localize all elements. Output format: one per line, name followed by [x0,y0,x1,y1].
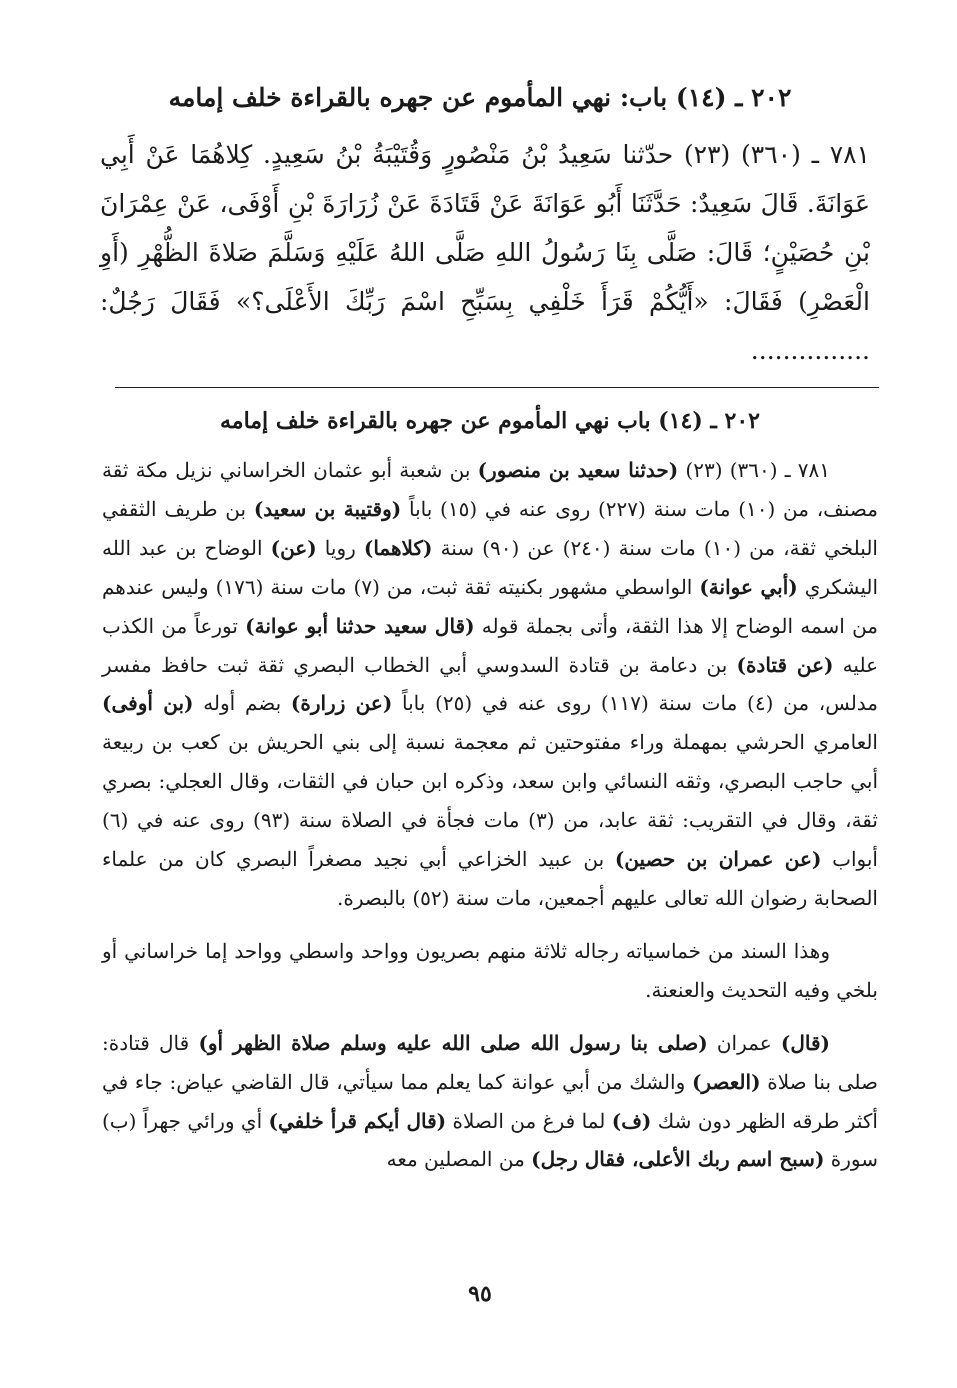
text-segment: أي ورائي جهراً (ب) سورة [102,1108,878,1172]
bold-quoted-text: (كلاهما) [363,535,433,560]
text-segment: لما فرغ من الصلاة [446,1108,612,1133]
commentary-paragraph-3 [102,1024,878,1180]
divider-line [115,387,879,388]
bold-quoted-text: (عن) [270,535,317,560]
text-segment: بضم أوله [193,691,291,716]
text-segment: من المصلين معه [386,1147,532,1172]
text-segment: بن دعامة بن قتادة السدوسي أبي الخطاب البصري ثقة ثبت حافظ مفسر مدلس، من (٤) مات سنة (١١٧) روى عنه في (٢٥) باباً [102,652,879,716]
text-segment: بن عبيد الخزاعي أبي نجيد مصغراً البصري كان من علماء الصحابة رضوان الله تعالى عليهم أجمعين، مات سنة (٥٢) بالبصرة. [102,847,878,910]
bold-quoted-text: (قال أيكم قرأ خلفي) [268,1108,447,1133]
hadith-text: ٧٨١ ـ (٣٦٠) (٢٣) حدّثنا سَعِيدُ بْنُ مَنْصُورٍ وَقُتَيْبَةُ بْنُ سَعِيدٍ. كِلاهُمَا عَنْ أَبِي عَوَانَةَ. قَالَ سَعِيدٌ: حَدَّثَنَا أَبُو عَوَانَةَ عَنْ قَتَادَةَ عَنْ زُرَارَةَ بْنِ أَوْفَى، عَنْ عِمْرَانَ بْنِ حُصَيْنٍ؛ قَالَ: صَلَّى بِنَا رَسُولُ اللهِ صَلَّى اللهُ عَلَيْهِ وَسَلَّمَ صَلاةَ الظُّهْرِ (أَوِ الْعَصْرِ) فَقَالَ: «أَيُّكُمْ قَرَأَ خَلْفِي بِسَبِّحِ اسْمَ رَبِّكَ الأَعْلَى؟» فَقَالَ رَجُلٌ: ............... [100,140,870,365]
bold-quoted-text: (عن قتادة) [736,652,834,677]
bold-quoted-text: (ف) [611,1108,652,1133]
bold-quoted-text: (وقتيبة بن سعيد) [253,496,402,521]
text-segment: العامري الحرشي بمهملة وراء مفتوحتين ثم معجمة نسبة إلى بني الحريش بن كعب بن ربيعة أبي حاجب البصري، وثقه النسائي وابن سعد، وذكره ابن حبان في الثقات، وقال العجلي: بصري ثقة، وقال في التقريب: ثقة عابد، من (٣) مات فجأة في الصلاة سنة (٩٣) روى عنه في (٦) أبواب [102,730,878,872]
bold-quoted-text: (العصر) [691,1069,761,1094]
hadith-chapter-heading: ٢٠٢ ـ (١٤) باب: نهي المأموم عن جهره بالقراءة خلف إمامه [168,83,792,112]
text-segment: بن شعبة أبو عثمان الخراساني نزيل مكة ثقة مصنف، من (١٠) مات سنة (٢٢٧) روى عنه في (١٥) باباً [102,458,878,521]
commentary-chapter-heading: ٢٠٢ ـ (١٤) باب نهي المأموم عن جهره بالقراءة خلف إمامه [219,408,760,434]
bold-quoted-text: (حدثنا سعيد بن منصور) [477,458,679,482]
bold-quoted-text: (أبي عوانة) [699,574,798,599]
text-segment: والشك من أبي عوانة كما يعلم مما سيأتي، قال القاضي عياض: جاء في أكثر طرقه الظهر دون شك [102,1069,878,1133]
bold-quoted-text: (سبح اسم ربك الأعلى، فقال رجل) [531,1147,825,1172]
commentary-body [102,451,878,1179]
bold-quoted-text: (عن عمران بن حصين) [614,847,822,872]
commentary-paragraph-2: وهذا السند من خماسياته رجاله ثلاثة منهم بصريون وواحد واسطي وواحد إما خراساني أو بلخي وفيه التحديث والعنعنة. [102,938,878,1002]
text-segment: الواسطي مشهور بكنيته ثقة ثبت، من (٧) مات سنة (١٧٦) وليس عندهم من اسمه الوضاح إلا هذا الثقة، وأتى بجملة قوله [102,574,878,638]
text-segment: قال قتادة: صلى بنا صلاة [102,1030,878,1094]
bold-quoted-text: (بن أوفى) [102,691,194,716]
bold-quoted-text: (قال) [780,1030,830,1055]
text-segment: رويا [316,535,364,560]
text-segment: بن طريف الثقفي البلخي ثقة، من (١٠) مات سنة (٢٤٠) عن (٩٠) سنة [102,496,878,560]
text-segment: تورعاً من الكذب عليه [102,613,878,677]
text-segment: ٧٨١ ـ (٣٦٠) (٢٣) [678,458,831,482]
bold-quoted-text: (عن زرارة) [290,691,393,716]
page-number: ٩٥ [468,1281,492,1307]
text-segment: الوضاح بن عبد الله اليشكري [102,535,879,599]
text-segment: عمران [707,1030,781,1055]
bold-quoted-text: (قال سعيد حدثنا أبو عوانة) [245,613,475,638]
commentary-paragraph-1 [102,451,878,918]
bold-quoted-text: (صلى بنا رسول الله صلى الله عليه وسلم صلاة الظهر أو) [198,1030,708,1055]
